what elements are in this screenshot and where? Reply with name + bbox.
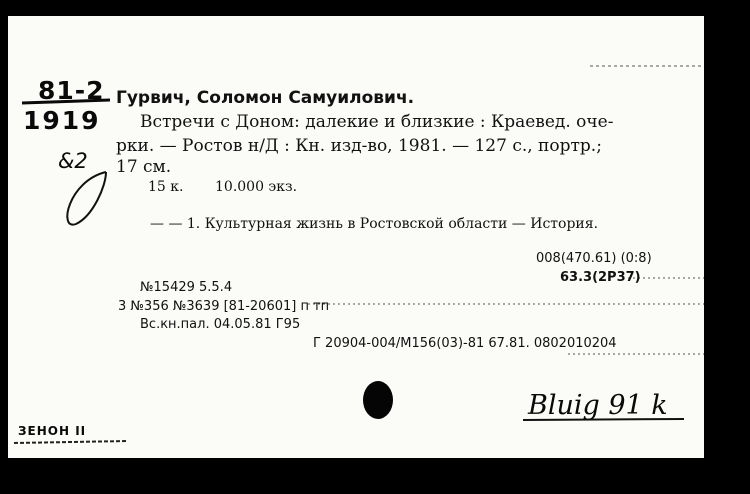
author-heading: Гурвич, Соломон Самуилович. bbox=[116, 88, 415, 108]
stamp-underline bbox=[14, 441, 128, 443]
ink-blot bbox=[363, 381, 393, 419]
print-run: 10.000 экз. bbox=[215, 179, 298, 195]
subject-heading: — — 1. Культурная жизнь в Ростовской области — История. bbox=[150, 216, 599, 232]
record-line-1: №15429 5.5.4 bbox=[140, 280, 233, 295]
library-stamp: ЗЕНОН II bbox=[18, 424, 87, 438]
classification-bbk: 63.3(2Р37) bbox=[560, 270, 641, 285]
catalog-card bbox=[8, 16, 704, 458]
record-line-3: Вс.кн.пал. 04.05.81 Г95 bbox=[140, 317, 301, 332]
title-line-2: рки. — Ростов н/Д : Кн. изд-во, 1981. — 127 с., портр.; bbox=[116, 136, 602, 156]
title-line-3: 17 см. bbox=[116, 157, 172, 177]
title-line-1: Встречи с Доном: далекие и близкие : Краевед. оче- bbox=[140, 112, 614, 132]
shelf-mark-top: 81-2 bbox=[38, 76, 105, 105]
classification-udc: 008(470.61) (0:8) bbox=[536, 251, 652, 266]
price: 15 к. bbox=[148, 179, 184, 195]
handwritten-note: &2 bbox=[58, 149, 88, 173]
shelf-mark-bottom: 1919 bbox=[23, 106, 101, 135]
handwritten-loop bbox=[67, 172, 106, 225]
record-line-2: 3 №356 №3639 [81-20601] п тп bbox=[118, 299, 330, 314]
signature: Bluig 91 k bbox=[528, 390, 668, 421]
catalog-code: Г 20904-004/М156(03)-81 67.81. 0802010204 bbox=[313, 336, 617, 351]
